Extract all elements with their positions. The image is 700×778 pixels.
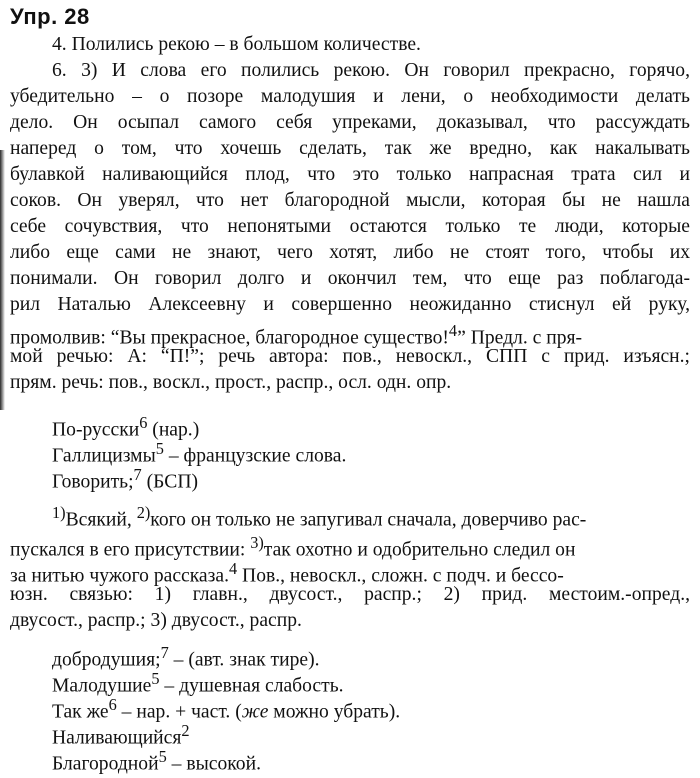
clause-text: кого он только не запугивал сначала, доверчиво рас- (150, 509, 587, 531)
word: Галлицизмы (52, 445, 156, 467)
answer-line-8: себе сочувствия, что непонятыми остаются только те люди, которые (10, 216, 690, 237)
note-italic: же (241, 701, 269, 723)
clause-text: пускался в его присутствии: (10, 539, 251, 561)
footnote-mark: 4 (448, 321, 458, 340)
clause-text: за нитью чужого рассказа. (10, 565, 229, 587)
sentence-analysis-start: ” Предл. с пря- (457, 327, 583, 349)
answer-line-11: рил Наталью Алексеевну и совершенно неожиданно стиснул ей руку, (10, 294, 690, 315)
word: По-русски (52, 419, 140, 441)
footnote-mark: 6 (108, 695, 117, 714)
word: Наливающийся (52, 727, 182, 749)
answer-line-5: наперед о том, что хочешь сделать, так же вредно, как накалывать (10, 138, 690, 159)
answer-line-4: дело. Он осыпал самого себя упреками, доказывал, что рассуждать (10, 112, 690, 133)
footnote-mark: 2 (181, 721, 190, 740)
answer-line-14: прям. речь: пов., воскл., прост., распр., осл. одн. опр. (10, 372, 452, 393)
footnote-mark: 7 (133, 465, 142, 484)
footnote-mark: 5 (155, 439, 164, 458)
answer-line-2: 6. 3) И слова его полились рекою. Он говорил прекрасно, горячо, (52, 60, 690, 81)
exercise-title: Упр. 28 (10, 4, 90, 29)
note: – высокой. (166, 753, 261, 775)
footnote-mark: 4 (228, 559, 238, 578)
scan-edge-shadow (0, 150, 5, 410)
word-note-blagorodnoy (52, 744, 261, 778)
note: – душевная слабость. (159, 675, 344, 697)
note: (нар.) (147, 419, 200, 441)
footnote-mark: 7 (160, 643, 169, 662)
word: Так же (52, 701, 109, 723)
sentence-line-5: двусост., распр.; 3) двусост., распр. (10, 610, 302, 631)
answer-line-13: мой речью: А: “П!”; речь автора: пов., невоскл., СПП с прид. изъясн.; (10, 346, 690, 367)
word: Благородной (52, 753, 159, 775)
word: Говорить; (52, 471, 134, 493)
clause-number: 3) (250, 533, 264, 552)
footnote-mark: 6 (139, 413, 148, 432)
note: – (авт. знак тире). (168, 649, 320, 671)
answer-line-6: булавкой наливающийся плод, что это только напрасная трата сил и (10, 164, 690, 185)
answer-line-7: соков. Он уверял, что нет благородной мысли, которая бы не нашла (10, 190, 690, 211)
note: можно убрать). (268, 701, 401, 723)
note: – нар. + част. ( (116, 701, 242, 723)
answer-line-9: либо еще сами не знают, чего хотят, либо не стоят того, чтобы их (10, 242, 690, 263)
answer-line-1: 4. Полились рекою – в большом количестве. (52, 34, 421, 55)
note: – французские слова. (163, 445, 347, 467)
answer-line-3: убедительно – о позоре малодушия и лени, о необходимости делать (10, 86, 690, 107)
word: Малодушие (52, 675, 152, 697)
clause-text: Всякий, (65, 509, 137, 531)
note: (БСП) (141, 471, 199, 493)
answer-line-10: понимали. Он говорил долго и окончил тем, что еще раз поблагода- (10, 268, 690, 289)
sentence-line-1 (52, 500, 690, 534)
word-note-govorit (52, 462, 198, 496)
footnote-mark: 5 (158, 747, 167, 766)
word: добродушия; (52, 649, 161, 671)
footnote-mark: 5 (151, 669, 160, 688)
clause-text: так охотно и одобрительно следил он (263, 539, 576, 561)
analysis-text: Пов., невоскл., сложн. с подч. и бессо- (237, 565, 564, 587)
clause-number: 1) (52, 503, 66, 522)
quote-text: промолвив: “Вы прекрасное, благородное существо! (10, 327, 449, 349)
clause-number: 2) (136, 503, 151, 522)
sentence-line-4: юзн. связью: 1) главн., двусост., распр.; 2) прид. местоим.-опред., (10, 584, 690, 605)
